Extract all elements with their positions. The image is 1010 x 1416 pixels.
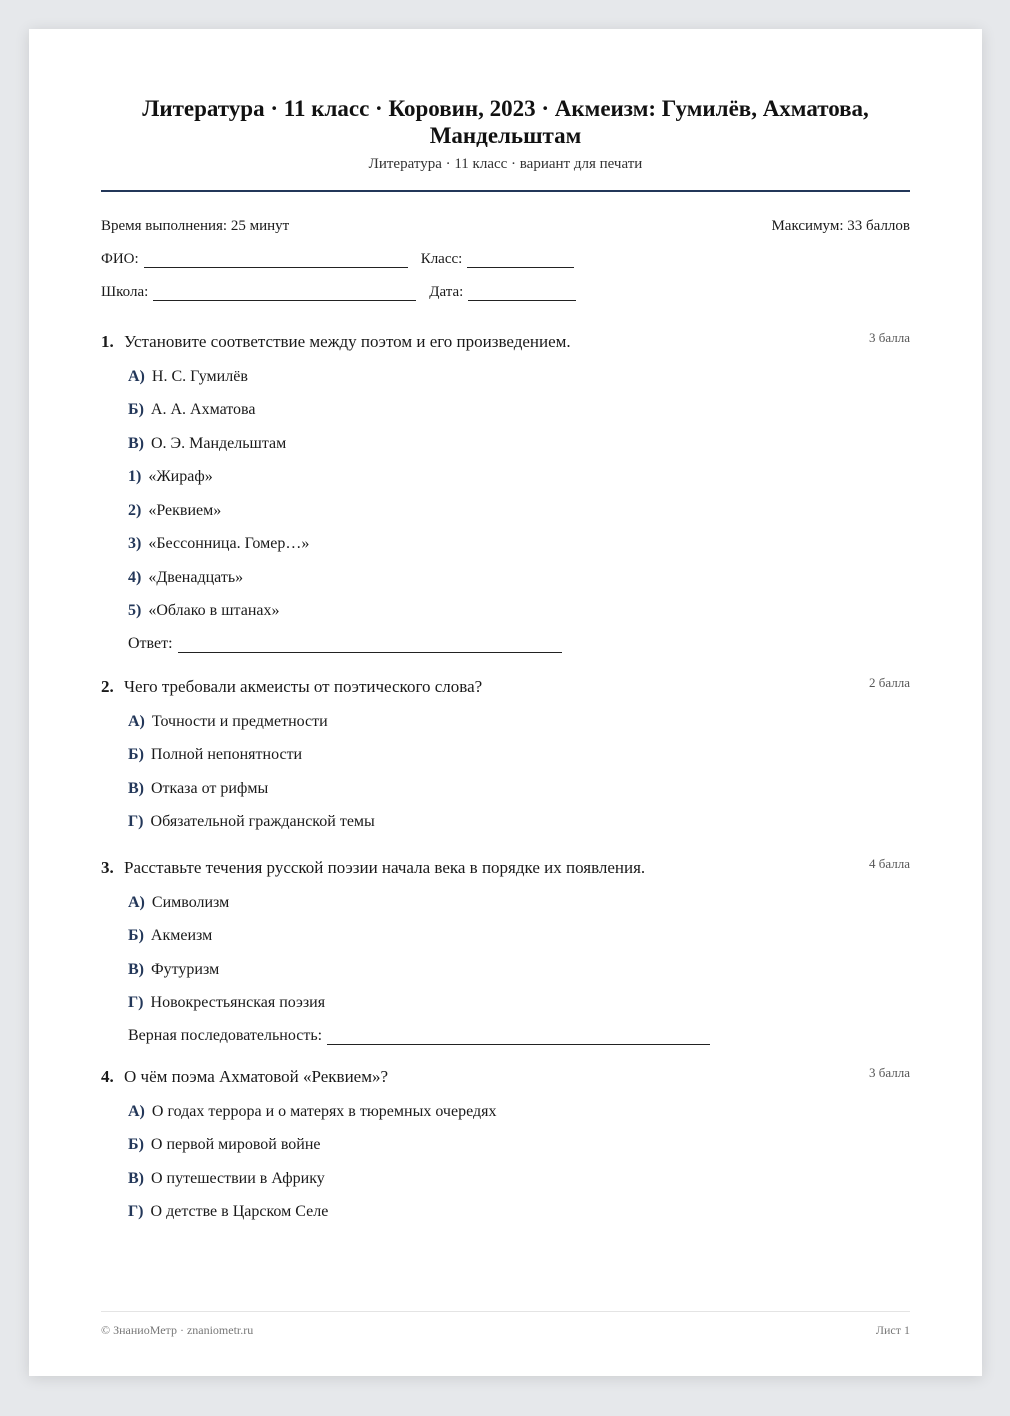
option: Б) О первой мировой войне <box>128 1136 321 1153</box>
question-2 <box>101 677 910 831</box>
option: Г) Новокрестьянская поэзия <box>128 994 326 1011</box>
date-label: Дата: <box>429 284 464 300</box>
name-class-row <box>101 250 910 268</box>
class-label: Класс: <box>420 251 463 267</box>
question-3 <box>101 858 910 1045</box>
answer-label: Верная последовательность: <box>128 1027 323 1044</box>
page-footer <box>101 1311 910 1338</box>
class-input-line[interactable] <box>467 253 574 268</box>
option: 4) «Двенадцать» <box>128 568 244 586</box>
question-number: 3. <box>101 858 114 877</box>
option: Б) А. А. Ахматова <box>128 401 256 418</box>
page-title: Литература · 11 класс · Коровин, 2023 · Акмеизм: Гумилёв, Ахматова, Мандельштам <box>142 96 869 148</box>
question-number: 4. <box>101 1067 114 1086</box>
option: 1) «Жираф» <box>128 468 213 485</box>
option: Г) Обязательной гражданской темы <box>128 813 375 830</box>
option: В) Отказа от рифмы <box>128 779 269 797</box>
question-points: 4 балла <box>869 856 910 871</box>
school-label: Школа: <box>101 284 149 300</box>
option: Б) Полной непонятности <box>128 746 303 763</box>
option: 5) «Облако в штанах» <box>128 602 280 619</box>
question-text: Чего требовали акмеисты от поэтического слова? <box>124 677 483 696</box>
option: А) О годах террора и о матерях в тюремных очередях <box>128 1102 497 1120</box>
answer-label: Ответ: <box>128 635 173 652</box>
question-4 <box>101 1067 910 1221</box>
option: 2) «Реквием» <box>128 501 222 519</box>
footer-copyright: © ЗнаниоМетр · znaniometr.ru <box>101 1323 254 1337</box>
option: 3) «Бессонница. Гомер…» <box>128 535 310 552</box>
date-input-line[interactable] <box>468 286 576 301</box>
worksheet-page <box>29 29 982 1376</box>
question-points: 3 балла <box>869 330 910 345</box>
header-divider <box>101 190 910 192</box>
time-limit: Время выполнения: 25 минут <box>101 218 290 234</box>
school-date-row <box>101 283 910 301</box>
question-text: О чём поэма Ахматовой «Реквием»? <box>124 1067 389 1086</box>
option: В) Футуризм <box>128 960 220 978</box>
question-points: 2 балла <box>869 675 910 690</box>
school-input-line[interactable] <box>153 286 416 301</box>
fio-label: ФИО: <box>101 251 139 267</box>
option: А) Символизм <box>128 893 230 911</box>
answer-input-line[interactable] <box>327 1030 710 1045</box>
question-1 <box>101 332 910 653</box>
footer-page-number: Лист 1 <box>875 1323 910 1337</box>
question-points: 3 балла <box>869 1065 910 1080</box>
question-number: 2. <box>101 677 114 696</box>
answer-input-line[interactable] <box>178 638 562 653</box>
page-subtitle: Литература · 11 класс · вариант для печати <box>368 156 643 172</box>
question-number: 1. <box>101 332 114 351</box>
meta-row <box>101 217 910 235</box>
option: Б) Акмеизм <box>128 927 213 944</box>
answer-row <box>128 634 910 653</box>
answer-row <box>128 1026 910 1045</box>
option: А) Н. С. Гумилёв <box>128 367 248 385</box>
option: В) О. Э. Мандельштам <box>128 434 287 452</box>
option: А) Точности и предметности <box>128 712 328 730</box>
question-text: Установите соответствие между поэтом и его произведением. <box>124 332 571 351</box>
max-score: Максимум: 33 баллов <box>771 218 910 234</box>
option: В) О путешествии в Африку <box>128 1169 325 1187</box>
question-text: Расставьте течения русской поэзии начала века в порядке их появления. <box>124 858 646 877</box>
fio-input-line[interactable] <box>144 253 408 268</box>
option: Г) О детстве в Царском Селе <box>128 1203 329 1220</box>
